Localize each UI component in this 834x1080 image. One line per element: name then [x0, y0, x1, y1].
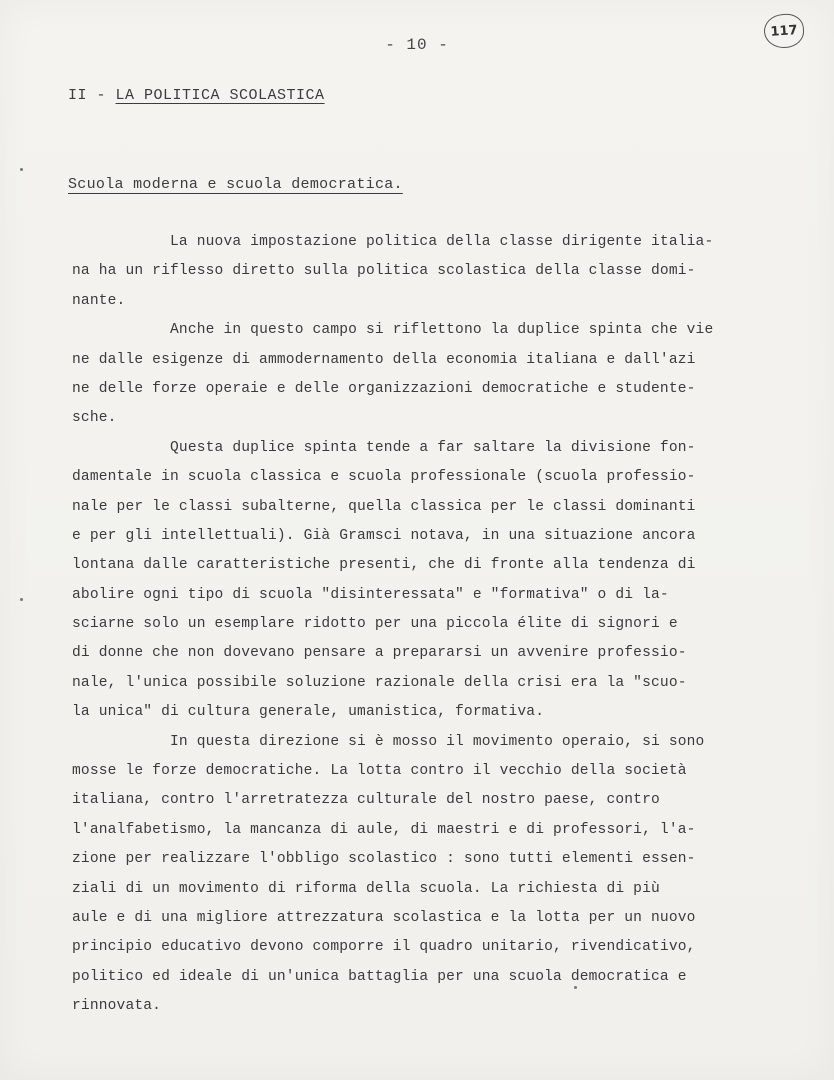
body-line: italiana, contro l'arretratezza culturale del nostro paese, contro [72, 792, 660, 809]
body-line: l'analfabetismo, la mancanza di aule, di maestri e di professori, l'a- [72, 821, 696, 838]
body-line: politico ed ideale di un'unica battaglia per una scuola democratica e [72, 968, 687, 985]
chapter-number: II - [68, 87, 107, 104]
body-line: damentale in scuola classica e scuola professionale (scuola professio- [72, 469, 696, 486]
body-line: na ha un riflesso diretto sulla politica scolastica della classe domi- [72, 263, 696, 280]
body-line: di donne che non dovevano pensare a prepararsi un avvenire professio- [72, 645, 687, 662]
body-line: Anche in questo campo si riflettono la duplice spinta che vie [170, 322, 714, 339]
body-line: sciarne solo un esemplare ridotto per una piccola élite di signori e [72, 616, 678, 633]
body-line: mosse le forze democratiche. La lotta contro il vecchio della società [72, 763, 687, 780]
body-line: Questa duplice spinta tende a far saltare la divisione fon- [170, 439, 696, 456]
margin-mark [20, 168, 23, 171]
body-line: nale per le classi subalterne, quella classica per le classi dominanti [72, 498, 696, 515]
chapter-title: LA POLITICA SCOLASTICA [115, 87, 325, 104]
body-line: ne dalle esigenze di ammodernamento della economia italiana e dall'azi [72, 351, 696, 368]
body-line: lontana dalle caratteristiche presenti, che di fronte alla tendenza di [72, 557, 696, 574]
body-line: nante. [72, 292, 126, 309]
body-line: La nuova impostazione politica della classe dirigente italia- [170, 234, 714, 250]
page-number: - 10 - [385, 36, 449, 54]
body-line: ne delle forze operaie e delle organizzazioni democratiche e studente- [72, 380, 696, 397]
body-line: e per gli intellettuali). Già Gramsci notava, in una situazione ancora [72, 527, 696, 544]
margin-mark [574, 986, 577, 989]
body-text [72, 228, 772, 1022]
body-line: aule e di una migliore attrezzatura scolastica e la lotta per un nuovo [72, 909, 696, 926]
body-line: abolire ogni tipo di scuola "disinteressata" e "formativa" o di la- [72, 586, 669, 603]
margin-mark [20, 598, 23, 601]
body-line: In questa direzione si è mosso il movimento operaio, si sono [170, 733, 705, 750]
body-line: principio educativo devono comporre il quadro unitario, rivendicativo, [72, 939, 696, 956]
section-heading: Scuola moderna e scuola democratica. [68, 176, 403, 193]
body-line: sche. [72, 410, 117, 427]
body-line: la unica" di cultura generale, umanistica, formativa. [72, 704, 545, 721]
body-line: zione per realizzare l'obbligo scolastico : sono tutti elementi essen- [72, 851, 696, 868]
archive-stamp: 117 [763, 13, 805, 50]
chapter-heading [68, 87, 325, 104]
body-line: ziali di un movimento di riforma della scuola. La richiesta di più [72, 880, 660, 897]
body-line: rinnovata. [72, 998, 162, 1015]
body-line: nale, l'unica possibile soluzione razionale della crisi era la "scuo- [72, 674, 687, 691]
